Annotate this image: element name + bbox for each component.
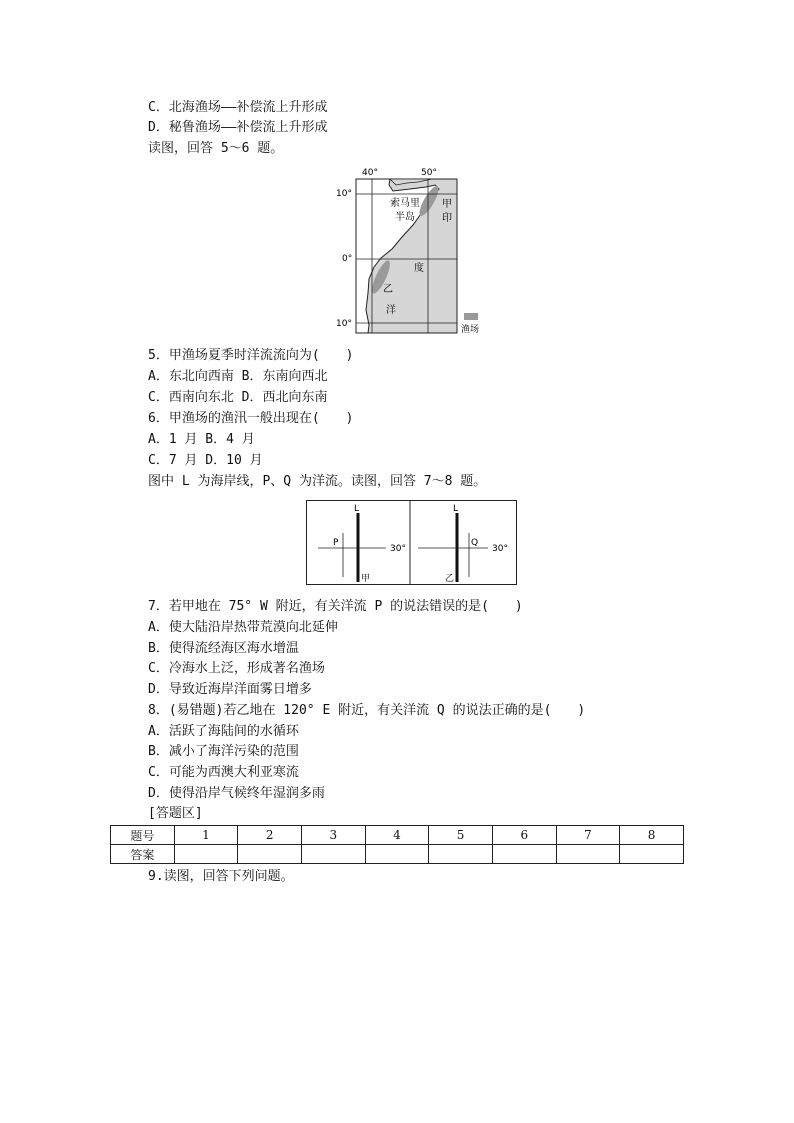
answer-cell[interactable]: [620, 845, 684, 864]
label-somali-1: 索马里: [390, 198, 420, 209]
answer-cell[interactable]: [429, 845, 493, 864]
table-header-label: 题号: [111, 826, 175, 845]
line-option-c: C．北海渔场——补偿流上升形成: [148, 100, 328, 115]
question-6-options-ab: A．1 月 B．4 月: [148, 432, 255, 447]
table-row-answers: [111, 845, 684, 864]
question-9: 9.读图，回答下列问题。: [148, 869, 294, 884]
answer-cell[interactable]: [492, 845, 556, 864]
label-somali-2: 半岛: [395, 212, 415, 223]
instruction-5-6: 读图，回答 5～6 题。: [148, 141, 284, 156]
table-cell-number: 5: [429, 826, 493, 845]
answer-cell[interactable]: [365, 845, 429, 864]
answer-table: [110, 825, 684, 864]
label-jia: 甲: [361, 574, 371, 584]
label-30-right: 30°: [492, 544, 508, 554]
table-cell-number: 6: [492, 826, 556, 845]
label-yi: 乙: [383, 284, 393, 295]
question-7-option-c: C．冷海水上泛，形成著名渔场: [148, 661, 325, 676]
question-7-option-a: A．使大陆沿岸热带荒漠向北延伸: [148, 620, 338, 635]
question-8: 8．(易错题)若乙地在 120° E 附近，有关洋流 Q 的说法正确的是( ): [148, 703, 586, 718]
line-option-d: D．秘鲁渔场——补偿流上升形成: [148, 120, 328, 135]
question-8-option-b: B．减小了海洋污染的范围: [148, 744, 299, 759]
question-6-options-cd: C．7 月 D．10 月: [148, 453, 263, 468]
answer-area-label: [答题区]: [148, 806, 203, 821]
label-lon-40: 40°: [362, 168, 378, 178]
label-du: 度: [414, 263, 424, 274]
table-cell-number: 1: [174, 826, 238, 845]
question-6: 6．甲渔场的渔汛一般出现在( ): [148, 411, 354, 426]
answer-cell[interactable]: [301, 845, 365, 864]
label-yang: 洋: [386, 305, 396, 316]
label-jia: 甲: [442, 199, 452, 210]
question-8-option-a: A．活跃了海陆间的水循环: [148, 724, 299, 739]
table-row-numbers: [111, 826, 684, 845]
question-8-option-c: C．可能为西澳大利亚寒流: [148, 765, 299, 780]
label-yi: 乙: [445, 574, 455, 584]
question-7: 7．若甲地在 75° W 附近，有关洋流 P 的说法错误的是( ): [148, 599, 523, 614]
answer-cell[interactable]: [238, 845, 302, 864]
legend-label: 渔场: [461, 325, 480, 335]
label-lon-50: 50°: [421, 168, 437, 178]
table-answer-label: 答案: [111, 845, 175, 864]
label-L-left: L: [354, 504, 360, 514]
question-5-options-cd: C．西南向东北 D．西北向东南: [148, 390, 328, 405]
question-7-option-d: D．导致近海岸洋面雾日增多: [148, 682, 312, 697]
question-8-option-d: D．使得沿岸气候终年湿润多雨: [148, 786, 325, 801]
label-lat-top: 10°: [336, 189, 352, 199]
label-L-right: L: [453, 504, 459, 514]
table-cell-number: 7: [556, 826, 620, 845]
indian-ocean-map: [336, 165, 486, 337]
legend-swatch: [464, 313, 478, 320]
answer-cell[interactable]: [174, 845, 238, 864]
label-Q: Q: [471, 538, 479, 548]
table-cell-number: 3: [301, 826, 365, 845]
label-lat-bot: 10°: [336, 319, 352, 329]
question-5: 5．甲渔场夏季时洋流流向为( ): [148, 348, 354, 363]
label-yin: 印: [442, 213, 452, 224]
label-lat-mid: 0°: [342, 254, 353, 264]
table-cell-number: 2: [238, 826, 302, 845]
coastline-current-diagram: [306, 500, 518, 586]
instruction-7-8: 图中 L 为海岸线，P、Q 为洋流。读图，回答 7～8 题。: [148, 474, 487, 489]
table-cell-number: 8: [620, 826, 684, 845]
label-P: P: [333, 538, 339, 548]
answer-cell[interactable]: [556, 845, 620, 864]
question-5-options-ab: A．东北向西南 B．东南向西北: [148, 369, 328, 384]
label-30-left: 30°: [390, 544, 406, 554]
table-cell-number: 4: [365, 826, 429, 845]
question-7-option-b: B．使得流经海区海水增温: [148, 641, 299, 656]
